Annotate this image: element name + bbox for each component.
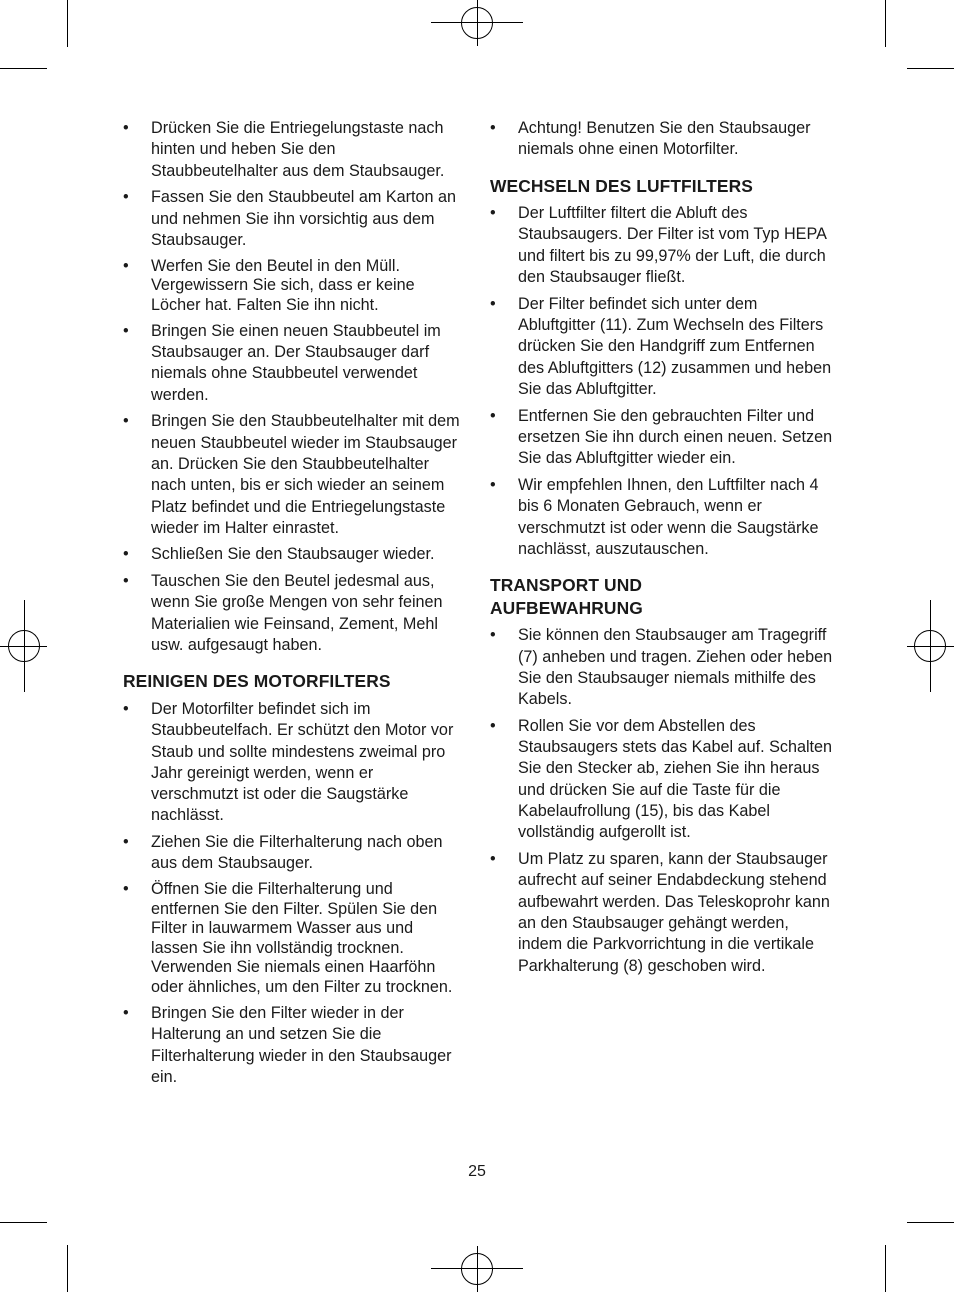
list-item: • Der Motorfilter befindet sich im Staubbeutelfach. Er schützt den Motor vor Staub und sollte mindestens zweimal pro Jahr gereinigt werden, wenn er verschmutzt ist oder die Saugstärke nachlässt. [123, 699, 454, 825]
crop-mark [885, 0, 886, 47]
list-item: • Der Luftfilter filtert die Abluft des Staubsaugers. Der Filter ist vom Typ HEPA und filtert bis zu 99,97% der Luft, die durch den Staubsauger fließt. [490, 204, 826, 287]
registration-mark [477, 0, 478, 46]
list-item: • Bringen Sie den Staubbeutelhalter mit dem neuen Staubbeutel wieder im Staubsauger an. Drücken Sie den Staubbeutelhalter nach unten, bis er sich wieder an seinem Platz befindet und die Entriegelungstaste wieder im Halter einrastet. [123, 412, 460, 537]
crop-mark [0, 1222, 47, 1223]
list-item: • Rollen Sie vor dem Abstellen des Staubsaugers stets das Kabel auf. Schalten Sie den Stecker ab, ziehen Sie ihn heraus und drücken Sie auf die Taste für die Kabelaufrollung (15), bis das Kabel vollständig aufgerollt ist. [490, 716, 833, 842]
registration-mark [24, 600, 25, 692]
crop-mark [907, 68, 954, 69]
list-item: • Drücken Sie die Entriegelungstaste nach hinten und heben Sie den Staubbeutelhalter aus dem Staubsauger. [123, 119, 445, 180]
bag-replacement-list [123, 118, 463, 656]
motor-filter-list [123, 699, 463, 1088]
section-heading-transport: TRANSPORT UND AUFBEWAHRUNG [490, 575, 643, 618]
registration-mark [477, 1246, 478, 1292]
list-item: • Bringen Sie den Filter wieder in der Halterung an und setzen Sie die Filterhalterung wieder in den Staubsauger ein. [123, 1004, 452, 1086]
list-item: • Werfen Sie den Beutel in den Müll. Vergewissern Sie sich, dass er keine Löcher hat. Falten Sie ihn nicht. [123, 256, 415, 314]
list-item: • Ziehen Sie die Filterhalterung nach oben aus dem Staubsauger. [123, 833, 443, 873]
list-item: • Schließen Sie den Staubsauger wieder. [123, 545, 435, 564]
list-item: • Wir empfehlen Ihnen, den Luftfilter nach 4 bis 6 Monaten Gebrauch, wenn er verschmutzt ist oder wenn die Saugstärke nachlässt, auszutauschen. [490, 475, 819, 558]
list-item: • Achtung! Benutzen Sie den Staubsauger niemals ohne einen Motorfilter. [490, 119, 811, 159]
crop-mark [0, 68, 47, 69]
crop-mark [67, 1245, 68, 1292]
list-item: • Entfernen Sie den gebrauchten Filter und ersetzen Sie ihn durch einen neuen. Setzen Sie das Abluftgitter wieder ein. [490, 406, 833, 468]
left-column [123, 118, 463, 1094]
section-heading-motor-filter: REINIGEN DES MOTORFILTERS [123, 671, 391, 692]
list-item: • Öffnen Sie die Filterhalterung und entfernen Sie den Filter. Spülen Sie den Filter in lauwarmem Wasser aus und lassen Sie ihn vollständig trocknen. Verwenden Sie niemals einen Haarföhn oder ähnliches, um den Filter zu trocknen. [123, 880, 453, 997]
right-column [490, 118, 835, 982]
list-item: • Um Platz zu sparen, kann der Staubsauger aufrecht auf seiner Endabdeckung stehend aufbewahrt werden. Das Teleskoprohr kann an den Staubsauger gehängt werden, indem die Parkvorrichtung in die vertikale Parkhalterung (8) geschoben wird. [490, 850, 830, 975]
registration-mark [930, 600, 931, 692]
list-item: • Sie können den Staubsauger am Tragegriff (7) anheben und tragen. Ziehen oder heben Sie den Staubsauger niemals mithilfe des Kabels. [490, 626, 833, 709]
list-item: • Tauschen Sie den Beutel jedesmal aus, wenn Sie große Mengen von sehr feinen Materialien wie Feinsand, Zement, Mehl usw. aufgesaugt haben. [123, 572, 443, 655]
page-number: 25 [468, 1163, 486, 1180]
crop-mark [67, 0, 68, 47]
crop-mark [907, 1222, 954, 1223]
section-heading-air-filter: WECHSELN DES LUFTFILTERS [490, 175, 753, 196]
air-filter-list [490, 203, 835, 560]
list-item: • Bringen Sie einen neuen Staubbeutel im Staubsauger an. Der Staubsauger darf niemals ohne Staubbeutel verwendet werden. [123, 321, 441, 404]
warning-list [490, 118, 835, 161]
crop-mark [885, 1245, 886, 1292]
list-item: • Fassen Sie den Staubbeutel am Karton an und nehmen Sie ihn vorsichtig aus dem Staubsauger. [123, 188, 457, 249]
list-item: • Der Filter befindet sich unter dem Abluftgitter (11). Zum Wechseln des Filters drücken Sie den Handgriff zum Entfernen des Abluftgitters (12) zusammen und heben Sie das Abluftgitter. [490, 294, 832, 398]
transport-list [490, 625, 835, 977]
